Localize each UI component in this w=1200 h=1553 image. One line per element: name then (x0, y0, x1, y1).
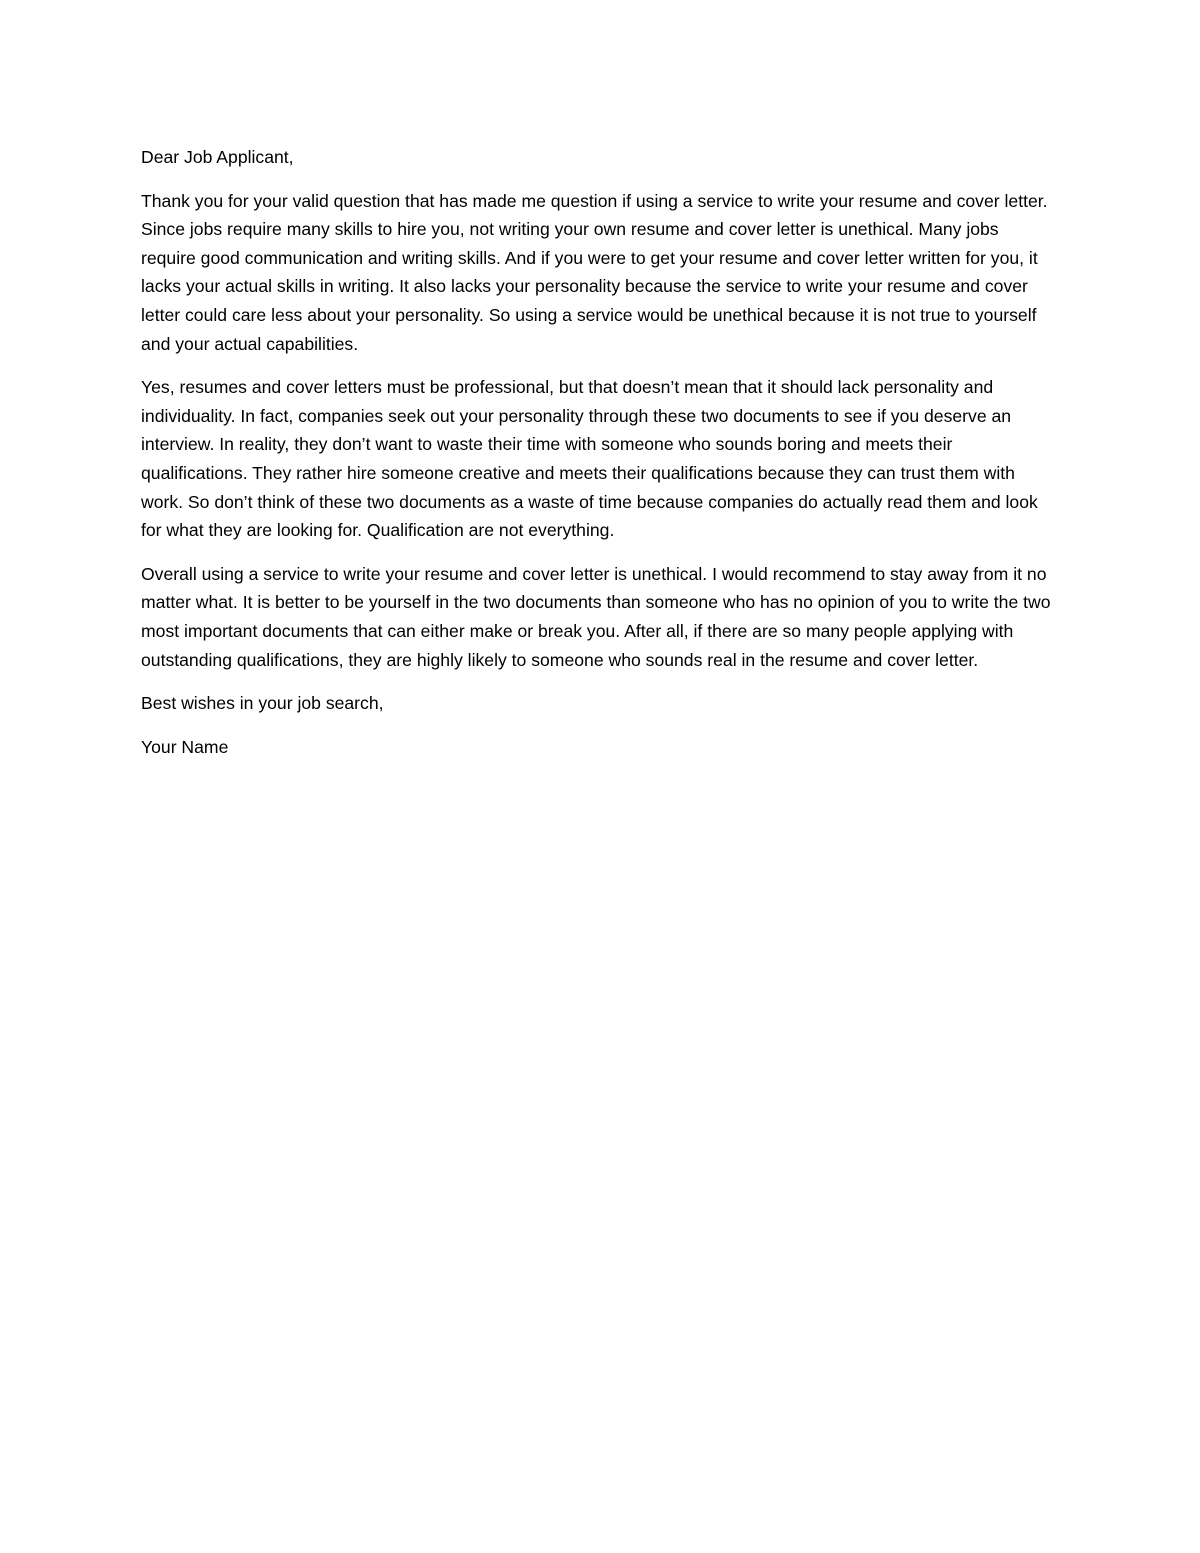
signature: Your Name (141, 736, 229, 757)
salutation: Dear Job Applicant, (141, 147, 294, 167)
paragraph-3: Overall using a service to write your resume and cover letter is unethical. I would recommend to stay away from it no matter what. It is better to be yourself in the two documents than someone who has no opinion of you to write the two most important documents that can either make or break you. After all, if there are so many people applying with outstanding qualifications, they are highly likely to someone who sounds real in the resume and cover letter. (141, 563, 1051, 670)
closing: Best wishes in your job search, (141, 693, 384, 714)
paragraph-2: Yes, resumes and cover letters must be professional, but that doesn’t mean that it should lack personality and individuality. In fact, companies seek out your personality through these two documents to see if you deserve an interview. In reality, they don’t want to waste their time with someone who sounds boring and meets their qualifications. They rather hire someone creative and meets their qualifications because they can trust them with work. So don’t think of these two documents as a waste of time because companies do actually read them and look for what they are looking for. Qualification are not everything. (141, 377, 1038, 541)
letter-body (141, 143, 1056, 776)
paragraph-1: Thank you for your valid question that has made me question if using a service to write your resume and cover letter. Since jobs require many skills to hire you, not writing your own resume and cover letter is unethical. Many jobs require good communication and writing skills. And if you were to get your resume and cover letter written for you, it lacks your actual skills in writing. It also lacks your personality because the service to write your resume and cover letter could care less about your personality. So using a service would be unethical because it is not true to yourself and your actual capabilities. (141, 190, 1048, 354)
